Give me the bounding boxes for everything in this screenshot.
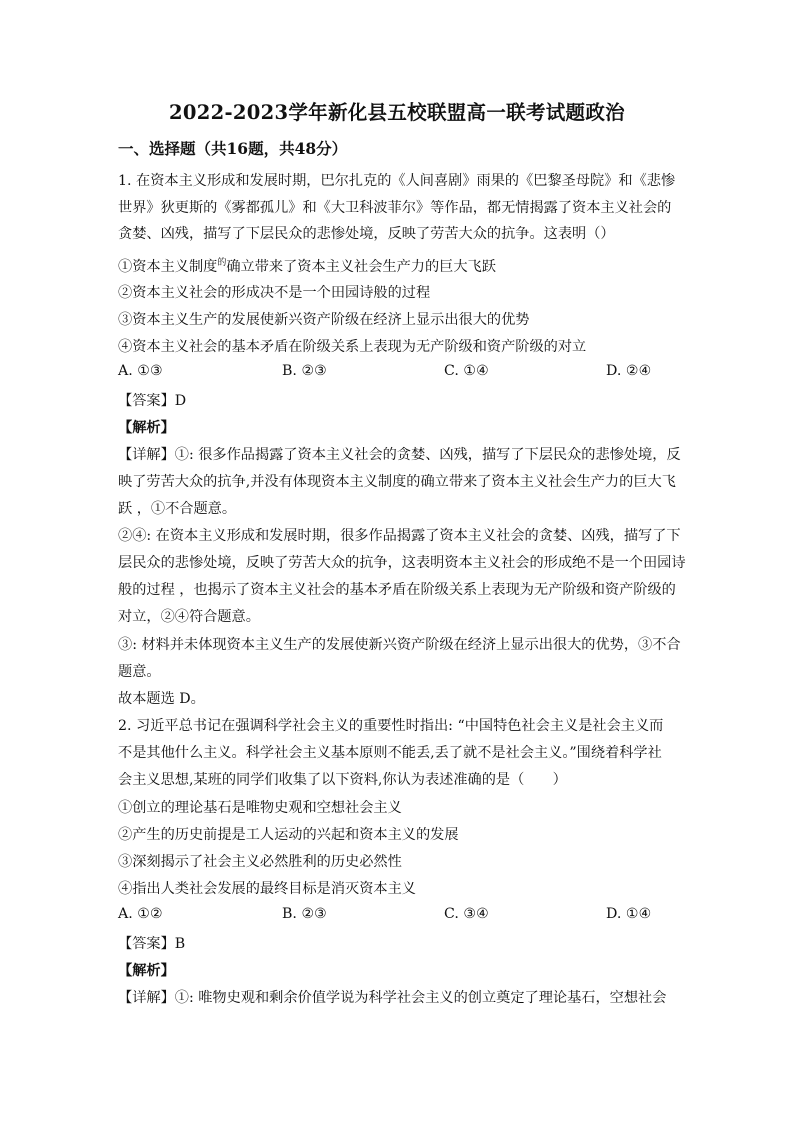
q1-statement-1-pre: ①资本主义制度 bbox=[118, 259, 218, 275]
q2-option-b: B. ②③ bbox=[282, 906, 327, 922]
q1-detail-line: 题意。 bbox=[118, 664, 161, 680]
q2-analysis-label: 【解析】 bbox=[118, 963, 175, 979]
q2-option-c: C. ③④ bbox=[444, 906, 489, 922]
q1-detail-line: 层民众的悲惨处境，反映了劳苦大众的抗争，这表明资本主义社会的形成绝不是一个田园诗 bbox=[118, 555, 686, 571]
q2-statement-2: ②产生的历史前提是工人运动的兴起和资本主义的发展 bbox=[118, 827, 459, 843]
q2-statement-1: ①创立的理论基石是唯物史观和空想社会主义 bbox=[118, 800, 402, 816]
q1-detail-line: 对立，②④符合题意。 bbox=[118, 609, 260, 625]
q1-stem-line: 1. 在资本主义形成和发展时期，巴尔扎克的《人间喜剧》雨果的《巴黎圣母院》和《悲惨 bbox=[118, 173, 676, 189]
q1-detail-line: 映了劳苦大众的抗争,并没有体现资本主义制度的确立带来了资本主义社会生产力的巨大飞 bbox=[118, 474, 676, 490]
q1-analysis-label: 【解析】 bbox=[118, 420, 175, 436]
q2-statement-3: ③深刻揭示了社会主义必然胜利的历史必然性 bbox=[118, 854, 402, 870]
section-heading: 一、选择题（共16题，共48分） bbox=[118, 139, 348, 158]
q1-detail-line: 故本题选 D。 bbox=[118, 691, 205, 707]
q1-stem-line: 世界》狄更斯的《雾都孤儿》和《大卫科波菲尔》等作品，都无情揭露了资本主义社会的 bbox=[118, 200, 672, 216]
q1-option-c: C. ①④ bbox=[444, 363, 489, 379]
q1-statement-2: ②资本主义社会的形成决不是一个田园诗般的过程 bbox=[118, 285, 431, 301]
q1-detail-line: ③: 材料并未体现资本主义生产的发展使新兴资产阶级在经济上显示出很大的优势，③不合 bbox=[118, 637, 681, 653]
q2-stem-line: 不是其他什么主义。科学社会主义基本原则不能丢,丢了就不是社会主义。”围绕着科学社 bbox=[118, 745, 662, 761]
q1-option-b: B. ②③ bbox=[282, 363, 327, 379]
q1-option-a: A. ①③ bbox=[118, 363, 163, 379]
q1-answer: 【答案】D bbox=[118, 393, 187, 409]
q2-answer: 【答案】B bbox=[118, 936, 186, 952]
q2-detail-line: 【详解】①: 唯物史观和剩余价值学说为科学社会主义的创立奠定了理论基石，空想社会 bbox=[118, 990, 667, 1006]
q1-detail-line: ②④: 在资本主义形成和发展时期，很多作品揭露了资本主义社会的贪婪、凶残，描写了下 bbox=[118, 528, 681, 544]
q1-statement-1-sup: 的 bbox=[217, 258, 227, 268]
q2-option-a: A. ①② bbox=[118, 906, 163, 922]
q2-option-d: D. ①④ bbox=[606, 906, 652, 922]
q1-statement-1 bbox=[118, 255, 496, 276]
q1-statement-4: ④资本主义社会的基本矛盾在阶级关系上表现为无产阶级和资产阶级的对立 bbox=[118, 339, 587, 355]
q1-statement-1-post: 确立带来了资本主义社会生产力的巨大飞跃 bbox=[226, 259, 496, 275]
q1-stem-line: 贪婪、凶残，描写了下层民众的悲惨处境，反映了劳苦大众的抗争。这表明（） bbox=[118, 226, 615, 242]
q2-statement-4: ④指出人类社会发展的最终目标是消灭资本主义 bbox=[118, 881, 416, 897]
q1-statement-3: ③资本主义生产的发展使新兴资产阶级在经济上显示出很大的优势 bbox=[118, 312, 530, 328]
q1-option-d: D. ②④ bbox=[606, 363, 652, 379]
page-title: 2022-2023学年新化县五校联盟高一联考试题政治 bbox=[169, 101, 625, 124]
q1-detail-line: 般的过程 ，也揭示了资本主义社会的基本矛盾在阶级关系上表现为无产阶级和资产阶级的 bbox=[118, 582, 676, 598]
q1-detail-line: 【详解】①: 很多作品揭露了资本主义社会的贪婪、凶残，描写了下层民众的悲惨处境，反 bbox=[118, 447, 681, 463]
q1-detail-line: 跃 ，①不合题意。 bbox=[118, 501, 237, 517]
q2-stem-line: 会主义思想,某班的同学们收集了以下资料,你认为表述准确的是（ ） bbox=[118, 772, 567, 788]
q2-stem-line: 2. 习近平总书记在强调科学社会主义的重要性时指出: “中国特色社会主义是社会主义而 bbox=[118, 718, 664, 734]
